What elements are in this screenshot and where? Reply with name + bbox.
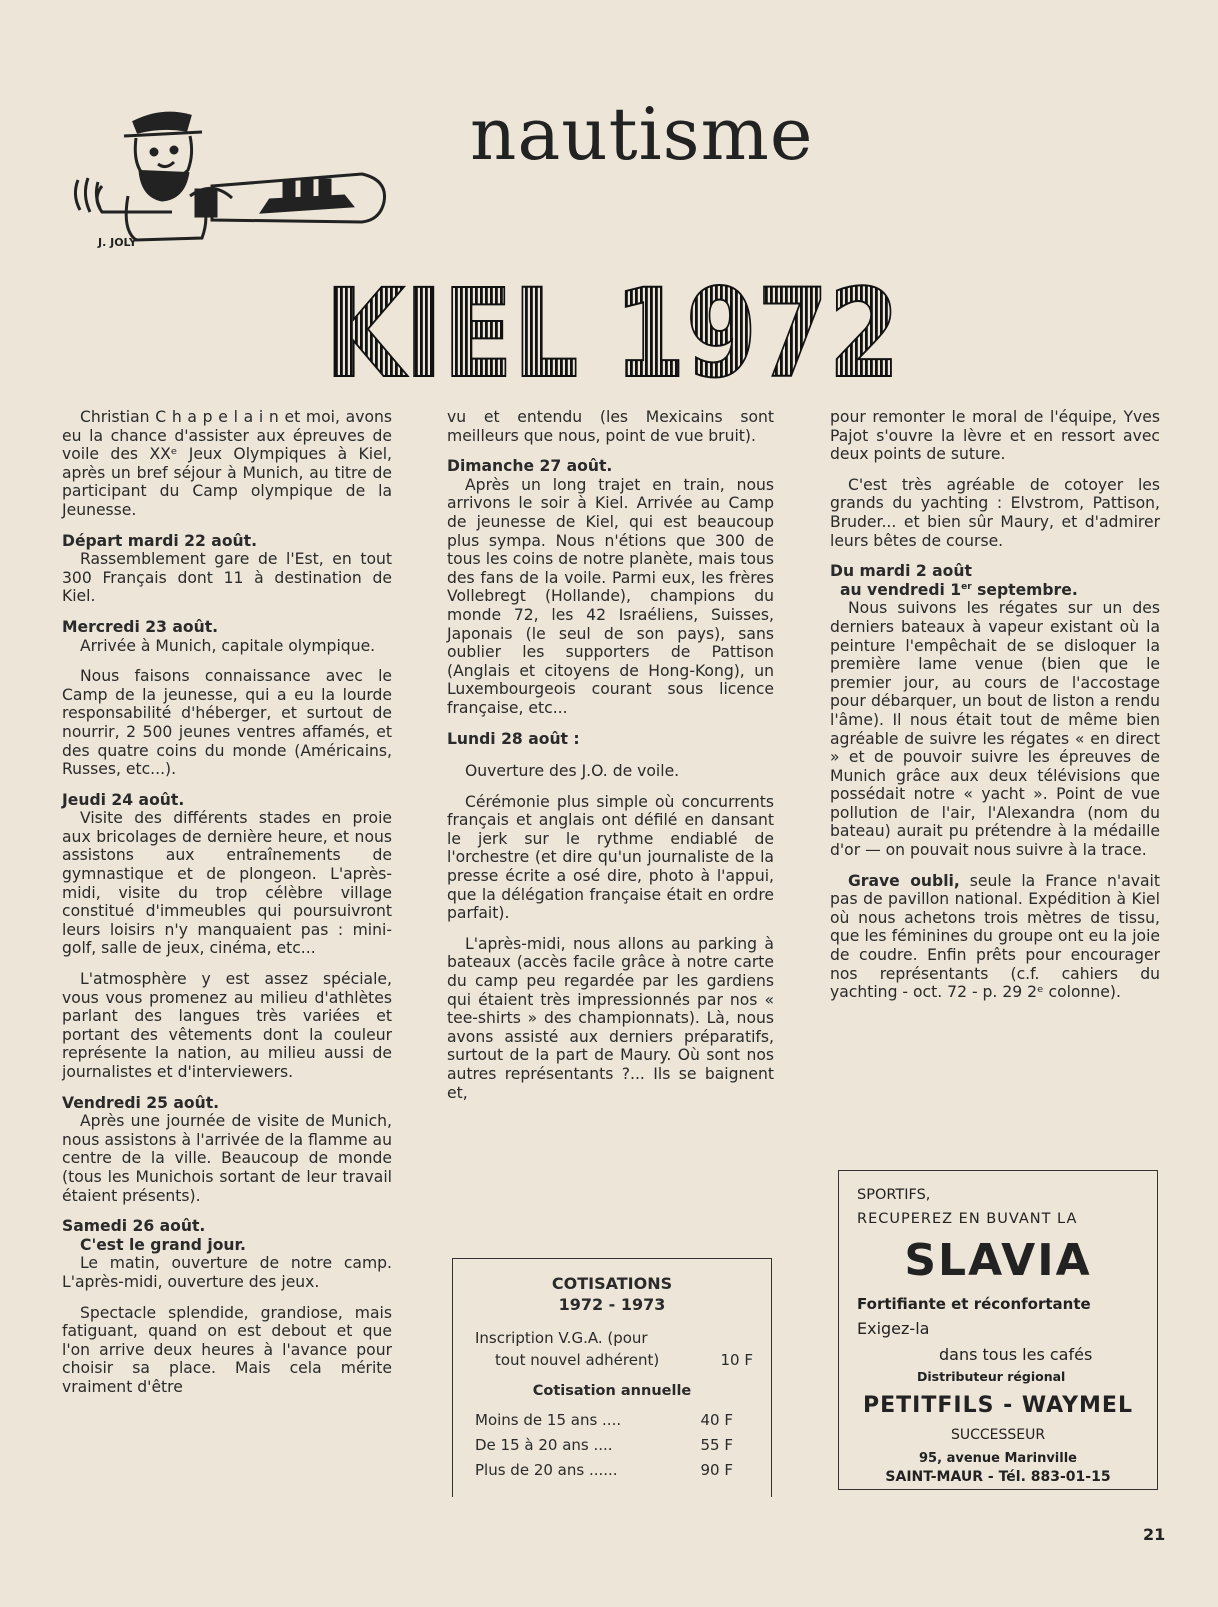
- date-heading: Du mardi 2 août: [830, 562, 972, 581]
- ad-line: Exigez-la: [857, 1319, 930, 1338]
- ad-line: RECUPEREZ EN BUVANT LA: [857, 1211, 1078, 1227]
- ad-brand: SLAVIA: [904, 1235, 1092, 1286]
- ad-distributor: PETITFILS - WAYMEL: [863, 1393, 1133, 1418]
- cotisations-title: COTISATIONS 1972 - 1973: [551, 1274, 673, 1314]
- ad-line: Distributeur régional: [917, 1369, 1066, 1384]
- ad-tagline: Fortifiante et réconfortante: [857, 1295, 1091, 1313]
- date-heading: Vendredi 25 août.: [62, 1093, 220, 1112]
- paragraph: Arrivée à Munich, capitale olympique.: [80, 636, 376, 655]
- cotisations-box: [452, 1258, 772, 1497]
- paragraph: pour remonter le moral de l'équipe, Yves Pajot s'ouvre la lèvre et en ressort avec deux points de suture.: [830, 408, 1160, 464]
- paragraph: Nous suivons les régates sur un des derniers bateaux à vapeur existant où la peinture l'empêchait de se disloquer la première lame venue (bien que le premier jour, au cours de l'accostage pour débarquer, un bout de liston a rendu l'âme). Il nous était tout de même bien agréable de suivre les régates « en direct » et de pouvoir suivre les épreuves de Munich grâce aux deux télévisions que possédait notre « yacht ». Point de vue pollution de l'air, l'Alexandra (nom du bateau) aurait pu prétendre à la médaille d'or — on pouvait nous suivre à la trace.: [830, 599, 1160, 860]
- paragraph: Rassemblement gare de l'Est, en tout 300 Français dont 11 à destination de Kiel.: [62, 550, 392, 606]
- date-heading: Jeudi 24 août.: [62, 790, 185, 809]
- paragraph: Spectacle splendide, grandiose, mais fatiguant, quand on est debout et que l'on arrive deux heures à l'avance pour choisir sa place. Mais cela mérite vraiment d'être: [62, 1303, 392, 1396]
- paragraph: Cérémonie plus simple où concurrents français et anglais ont défilé en dansant le jerk sur le rythme endiablé de l'orchestre (et dire qu'un journaliste de la presse écrite a osé dire, photo à l'appui, que la délégation française était en ordre parfait).: [447, 792, 774, 923]
- inscription-label: Inscription V.G.A. (pour: [475, 1329, 648, 1347]
- section-title: nautisme: [470, 92, 814, 176]
- artist-signature: J. JOLY: [98, 236, 137, 249]
- article-column-3: [830, 408, 1160, 1014]
- fee-row: Moins de 15 ans .... 40 F: [475, 1411, 733, 1429]
- paragraph: Visite des différents stades en proie aux bricolages de dernière heure, et nous assistons aux entraînements de gymnastique et de plongeon. L'après-midi, visite du trop célèbre village constitué d'immeubles qui poursuivront leurs loisirs n'y manquaient pas : mini-golf, salle de jeux, cinéma, etc...: [62, 809, 392, 958]
- sub-heading: C'est le grand jour.: [80, 1235, 246, 1254]
- date-heading-continued: au vendredi 1er septembre.: [840, 580, 1078, 599]
- fee-row: De 15 à 20 ans .... 55 F: [475, 1436, 733, 1454]
- paragraph: vu et entendu (les Mexicains sont meilleurs que nous, point de vue bruit).: [447, 408, 774, 445]
- paragraph: Le matin, ouverture de notre camp. L'après-midi, ouverture des jeux.: [62, 1254, 392, 1291]
- date-heading: Samedi 26 août.: [62, 1217, 206, 1236]
- paragraph: Après un long trajet en train, nous arrivons le soir à Kiel. Arrivée au Camp de jeunesse de Kiel, qui est beaucoup plus sympa. Nous n'étions que 300 de tous les coins de notre planète, mais tous des fans de la voile. Parmi eux, les frères Vollebregt (Hollande), champions du monde 72, les 42 Israéliens, Suisses, Japonais (le seul de son pays), sans oublier les supporters de Pattison (Anglais et citoyens de Hong-Kong), un Luxembourgeois courant sous licence française, etc...: [447, 475, 774, 717]
- paragraph: Grave oubli, seule la France n'avait pas de pavillon national. Expédition à Kiel où nous achetons trois mètres de tissu, que les féminines du groupe ont eu la joie de coudre. Enfin prêts pour encourager nos représentants (c.f. cahiers du yachting - oct. 72 - p. 29 2ᵉ colonne).: [830, 871, 1160, 1002]
- main-title: [325, 263, 905, 405]
- paragraph: Nous faisons connaissance avec le Camp de la jeunesse, qui a eu la lourde responsabilité d'héberger, et surtout de nourrir, 2 500 jeunes ventres affamés, et des quatre coins du monde (Américains, Russes, etc...).: [62, 667, 392, 779]
- slavia-advertisement: [838, 1170, 1158, 1490]
- annual-label: Cotisation annuelle: [532, 1383, 692, 1399]
- sailor-bottle-illustration: [62, 100, 392, 250]
- inscription-row: tout nouvel adhérent) 10 F: [495, 1351, 753, 1369]
- ad-city-phone: SAINT-MAUR - Tél. 883-01-15: [885, 1469, 1111, 1485]
- page-number: 21: [1143, 1525, 1166, 1544]
- paragraph: Christian C h a p e l a i n et moi, avons eu la chance d'assister aux épreuves de voile des XXᵉ Jeux Olympiques à Kiel, après un bref séjour à Munich, au titre de participant du Camp olympique de la Jeunesse.: [62, 408, 392, 519]
- paragraph: L'après-midi, nous allons au parking à bateaux (accès facile grâce à notre carte du camp peu regardée par les gardiens qui étaient très impressionnés par nos « tee-shirts » des championnats). Là, nous avons assisté aux derniers préparatifs, surtout de la part de Maury. Où sont nos autres représentants ?... Ils se baignent et,: [447, 934, 774, 1102]
- date-heading: Dimanche 27 août.: [447, 457, 613, 476]
- article-column-2: [447, 408, 774, 1114]
- paragraph: Après une journée de visite de Munich, nous assistons à l'arrivée de la flamme au centre de la ville. Beaucoup de monde (tous les Munichois sortant de leur travail étaient présents).: [62, 1112, 392, 1205]
- paragraph: Ouverture des J.O. de voile.: [465, 762, 680, 781]
- date-heading: Lundi 28 août :: [447, 729, 580, 748]
- ad-line: SUCCESSEUR: [950, 1427, 1046, 1443]
- ad-line: dans tous les cafés: [939, 1345, 1093, 1364]
- fee-row: Plus de 20 ans ...... 90 F: [475, 1461, 733, 1479]
- sailor-icon: [62, 100, 392, 250]
- date-heading: Mercredi 23 août.: [62, 617, 219, 636]
- paragraph: L'atmosphère y est assez spéciale, vous vous promenez au milieu d'athlètes parlant des langues très variées et portant des vêtements dont la couleur représente la nation, au milieu aussi de journalistes et d'interviewers.: [62, 970, 392, 1081]
- main-title-text: KIEL 1972: [325, 263, 900, 405]
- paragraph: C'est très agréable de cotoyer les grands du yachting : Elvstrom, Pattison, Bruder... et bien sûr Maury, et d'admirer leurs bêtes de course.: [830, 475, 1160, 550]
- ad-line: SPORTIFS,: [857, 1187, 931, 1203]
- ad-address: 95, avenue Marinville: [919, 1451, 1077, 1466]
- article-column-1: [62, 408, 392, 1409]
- date-heading: Départ mardi 22 août.: [62, 531, 258, 550]
